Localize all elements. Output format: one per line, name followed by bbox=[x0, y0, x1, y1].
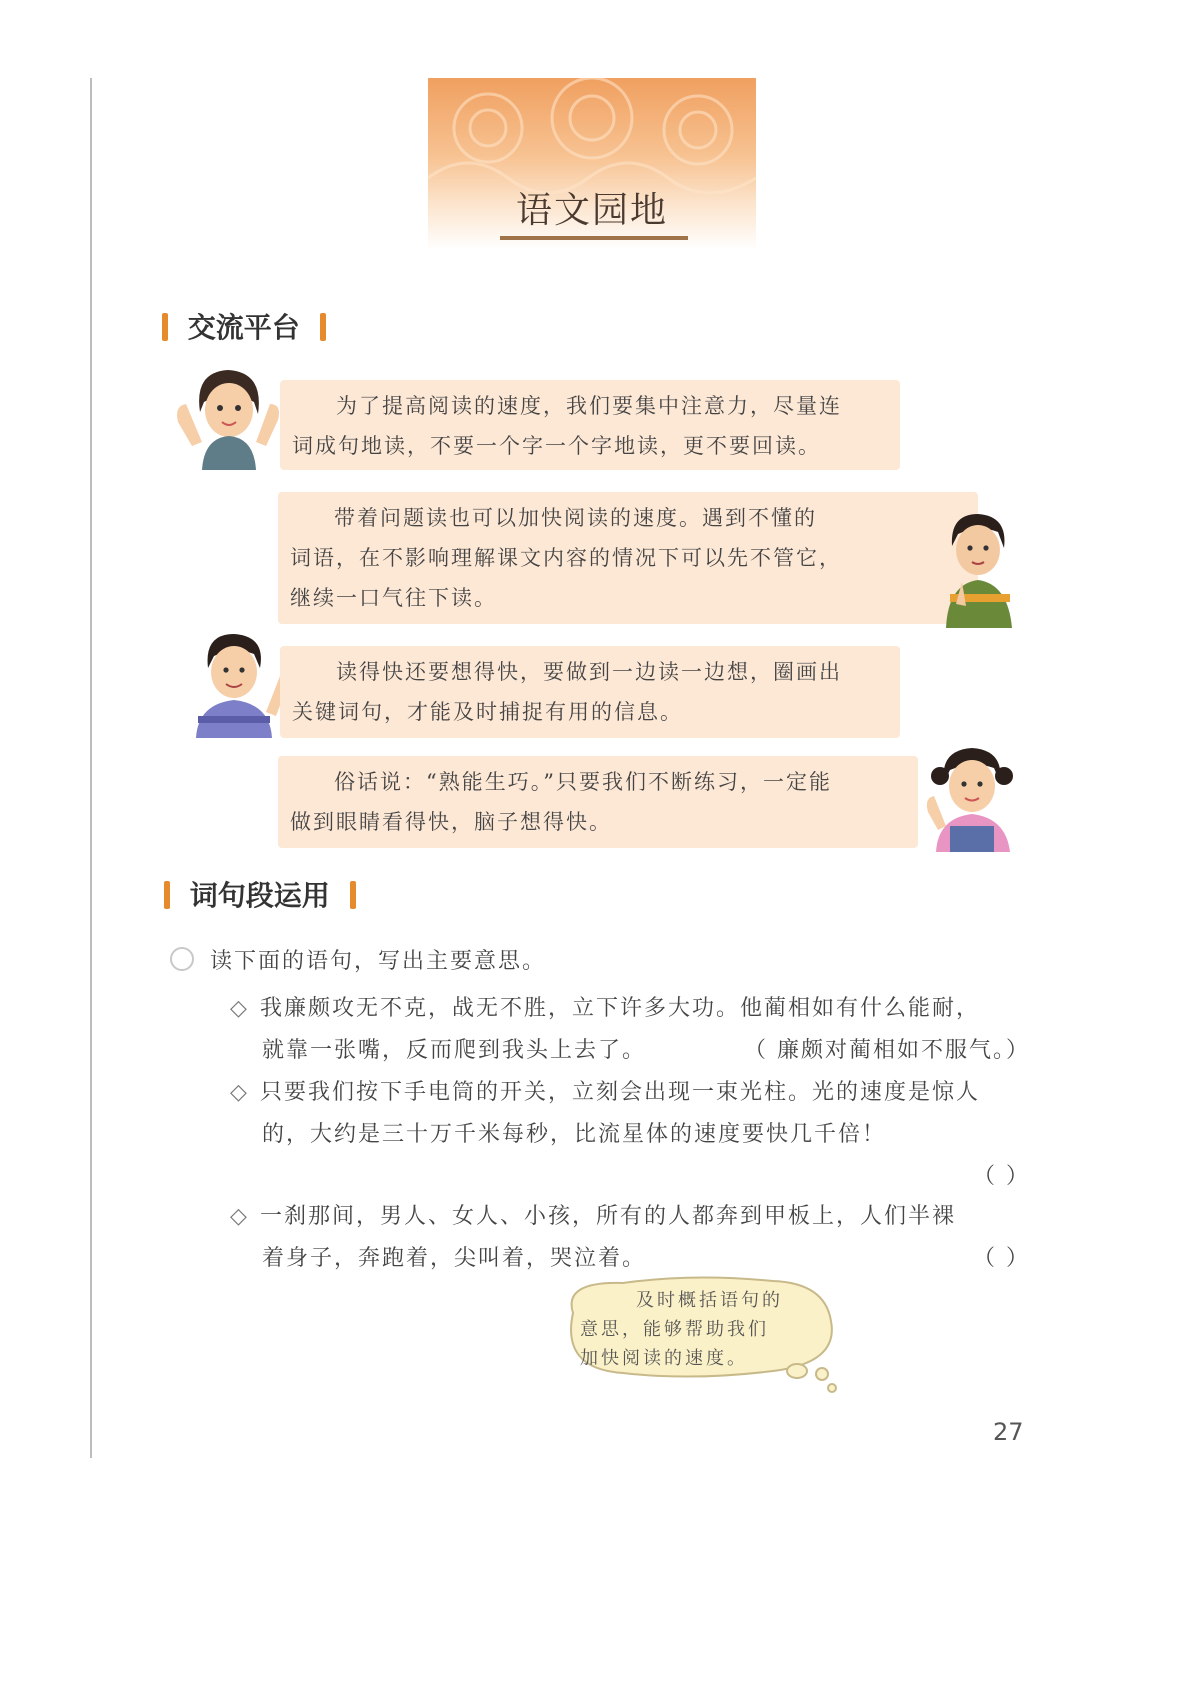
item-text: 就靠一张嘴，反而爬到我头上去了。 bbox=[262, 1038, 647, 1063]
exercise-item-2 bbox=[230, 1072, 1030, 1198]
thought-line: 意思，能够帮助我们 bbox=[580, 1319, 769, 1340]
item-text: 的，大约是三十万千米每秒，比流星体的速度要快几千倍！ bbox=[262, 1122, 887, 1147]
bubble-text: 继续一口气往下读。 bbox=[290, 586, 497, 610]
item-text: 我廉颇攻无不克，战无不胜，立下许多大功。他蔺相如有什么能耐， bbox=[260, 996, 981, 1021]
page-border bbox=[90, 78, 92, 1458]
bubble-text: 做到眼睛看得快，脑子想得快。 bbox=[290, 810, 612, 834]
diamond-bullet-icon: ◇ bbox=[230, 996, 249, 1021]
section-heading-text: 词句段运用 bbox=[189, 879, 330, 912]
page-title: 语文园地 bbox=[515, 190, 668, 231]
exercise-item-1 bbox=[230, 988, 1030, 1072]
page-number: 27 bbox=[993, 1418, 1024, 1446]
thought-line: 加快阅读的速度。 bbox=[580, 1348, 748, 1369]
bubble-text: 读得快还要想得快，要做到一边读一边想，圈画出 bbox=[336, 660, 842, 684]
answer-blank[interactable]: （ ） bbox=[973, 1246, 1030, 1271]
heading-bar-left bbox=[164, 881, 170, 909]
girl-avatar bbox=[172, 362, 284, 474]
bubble-text: 关键词句，才能及时捕捉有用的信息。 bbox=[292, 700, 683, 724]
boy-thinking-avatar bbox=[936, 508, 1018, 632]
answer-blank[interactable]: （ 廉颇对蔺相如不服气。） bbox=[744, 1038, 1030, 1063]
section-heading-usage bbox=[164, 874, 356, 914]
thought-line: 及时概括语句的 bbox=[636, 1290, 783, 1311]
tip-bubble-2 bbox=[278, 492, 978, 624]
heading-bar-right bbox=[320, 313, 326, 341]
thought-text bbox=[580, 1286, 820, 1373]
heading-bar-left bbox=[162, 313, 168, 341]
girl-pigtails-avatar bbox=[920, 742, 1024, 856]
bubble-text: 词成句地读，不要一个字一个字地读，更不要回读。 bbox=[292, 434, 821, 458]
circle-number-icon bbox=[170, 947, 194, 971]
bubble-text: 词语，在不影响理解课文内容的情况下可以先不管它， bbox=[290, 546, 842, 570]
bubble-text: 俗话说：“熟能生巧。”只要我们不断练习，一定能 bbox=[334, 770, 832, 794]
exercise-instruction bbox=[170, 944, 546, 975]
section-heading-exchange bbox=[162, 306, 326, 346]
item-text: 一刹那间，男人、女人、小孩，所有的人都奔到甲板上，人们半裸 bbox=[260, 1204, 957, 1229]
boy-avatar bbox=[178, 628, 292, 742]
diamond-bullet-icon: ◇ bbox=[230, 1080, 249, 1105]
bubble-text: 带着问题读也可以加快阅读的速度。遇到不懂的 bbox=[334, 506, 817, 530]
exercise-item-3 bbox=[230, 1196, 1030, 1280]
tip-bubble-4 bbox=[278, 756, 918, 848]
item-text: 着身子，奔跑着，尖叫着，哭泣着。 bbox=[262, 1246, 647, 1271]
answer-blank[interactable]: （ ） bbox=[973, 1164, 1030, 1189]
title-underline bbox=[500, 236, 688, 240]
tip-bubble-1 bbox=[280, 380, 900, 470]
section-heading-text: 交流平台 bbox=[187, 311, 300, 344]
item-text: 只要我们按下手电筒的开关，立刻会出现一束光柱。光的速度是惊人 bbox=[260, 1080, 981, 1105]
heading-bar-right bbox=[350, 881, 356, 909]
instruction-text: 读下面的语句，写出主要意思。 bbox=[210, 949, 547, 974]
diamond-bullet-icon: ◇ bbox=[230, 1204, 249, 1229]
tip-bubble-3 bbox=[280, 646, 900, 738]
bubble-text: 为了提高阅读的速度，我们要集中注意力，尽量连 bbox=[336, 394, 842, 418]
